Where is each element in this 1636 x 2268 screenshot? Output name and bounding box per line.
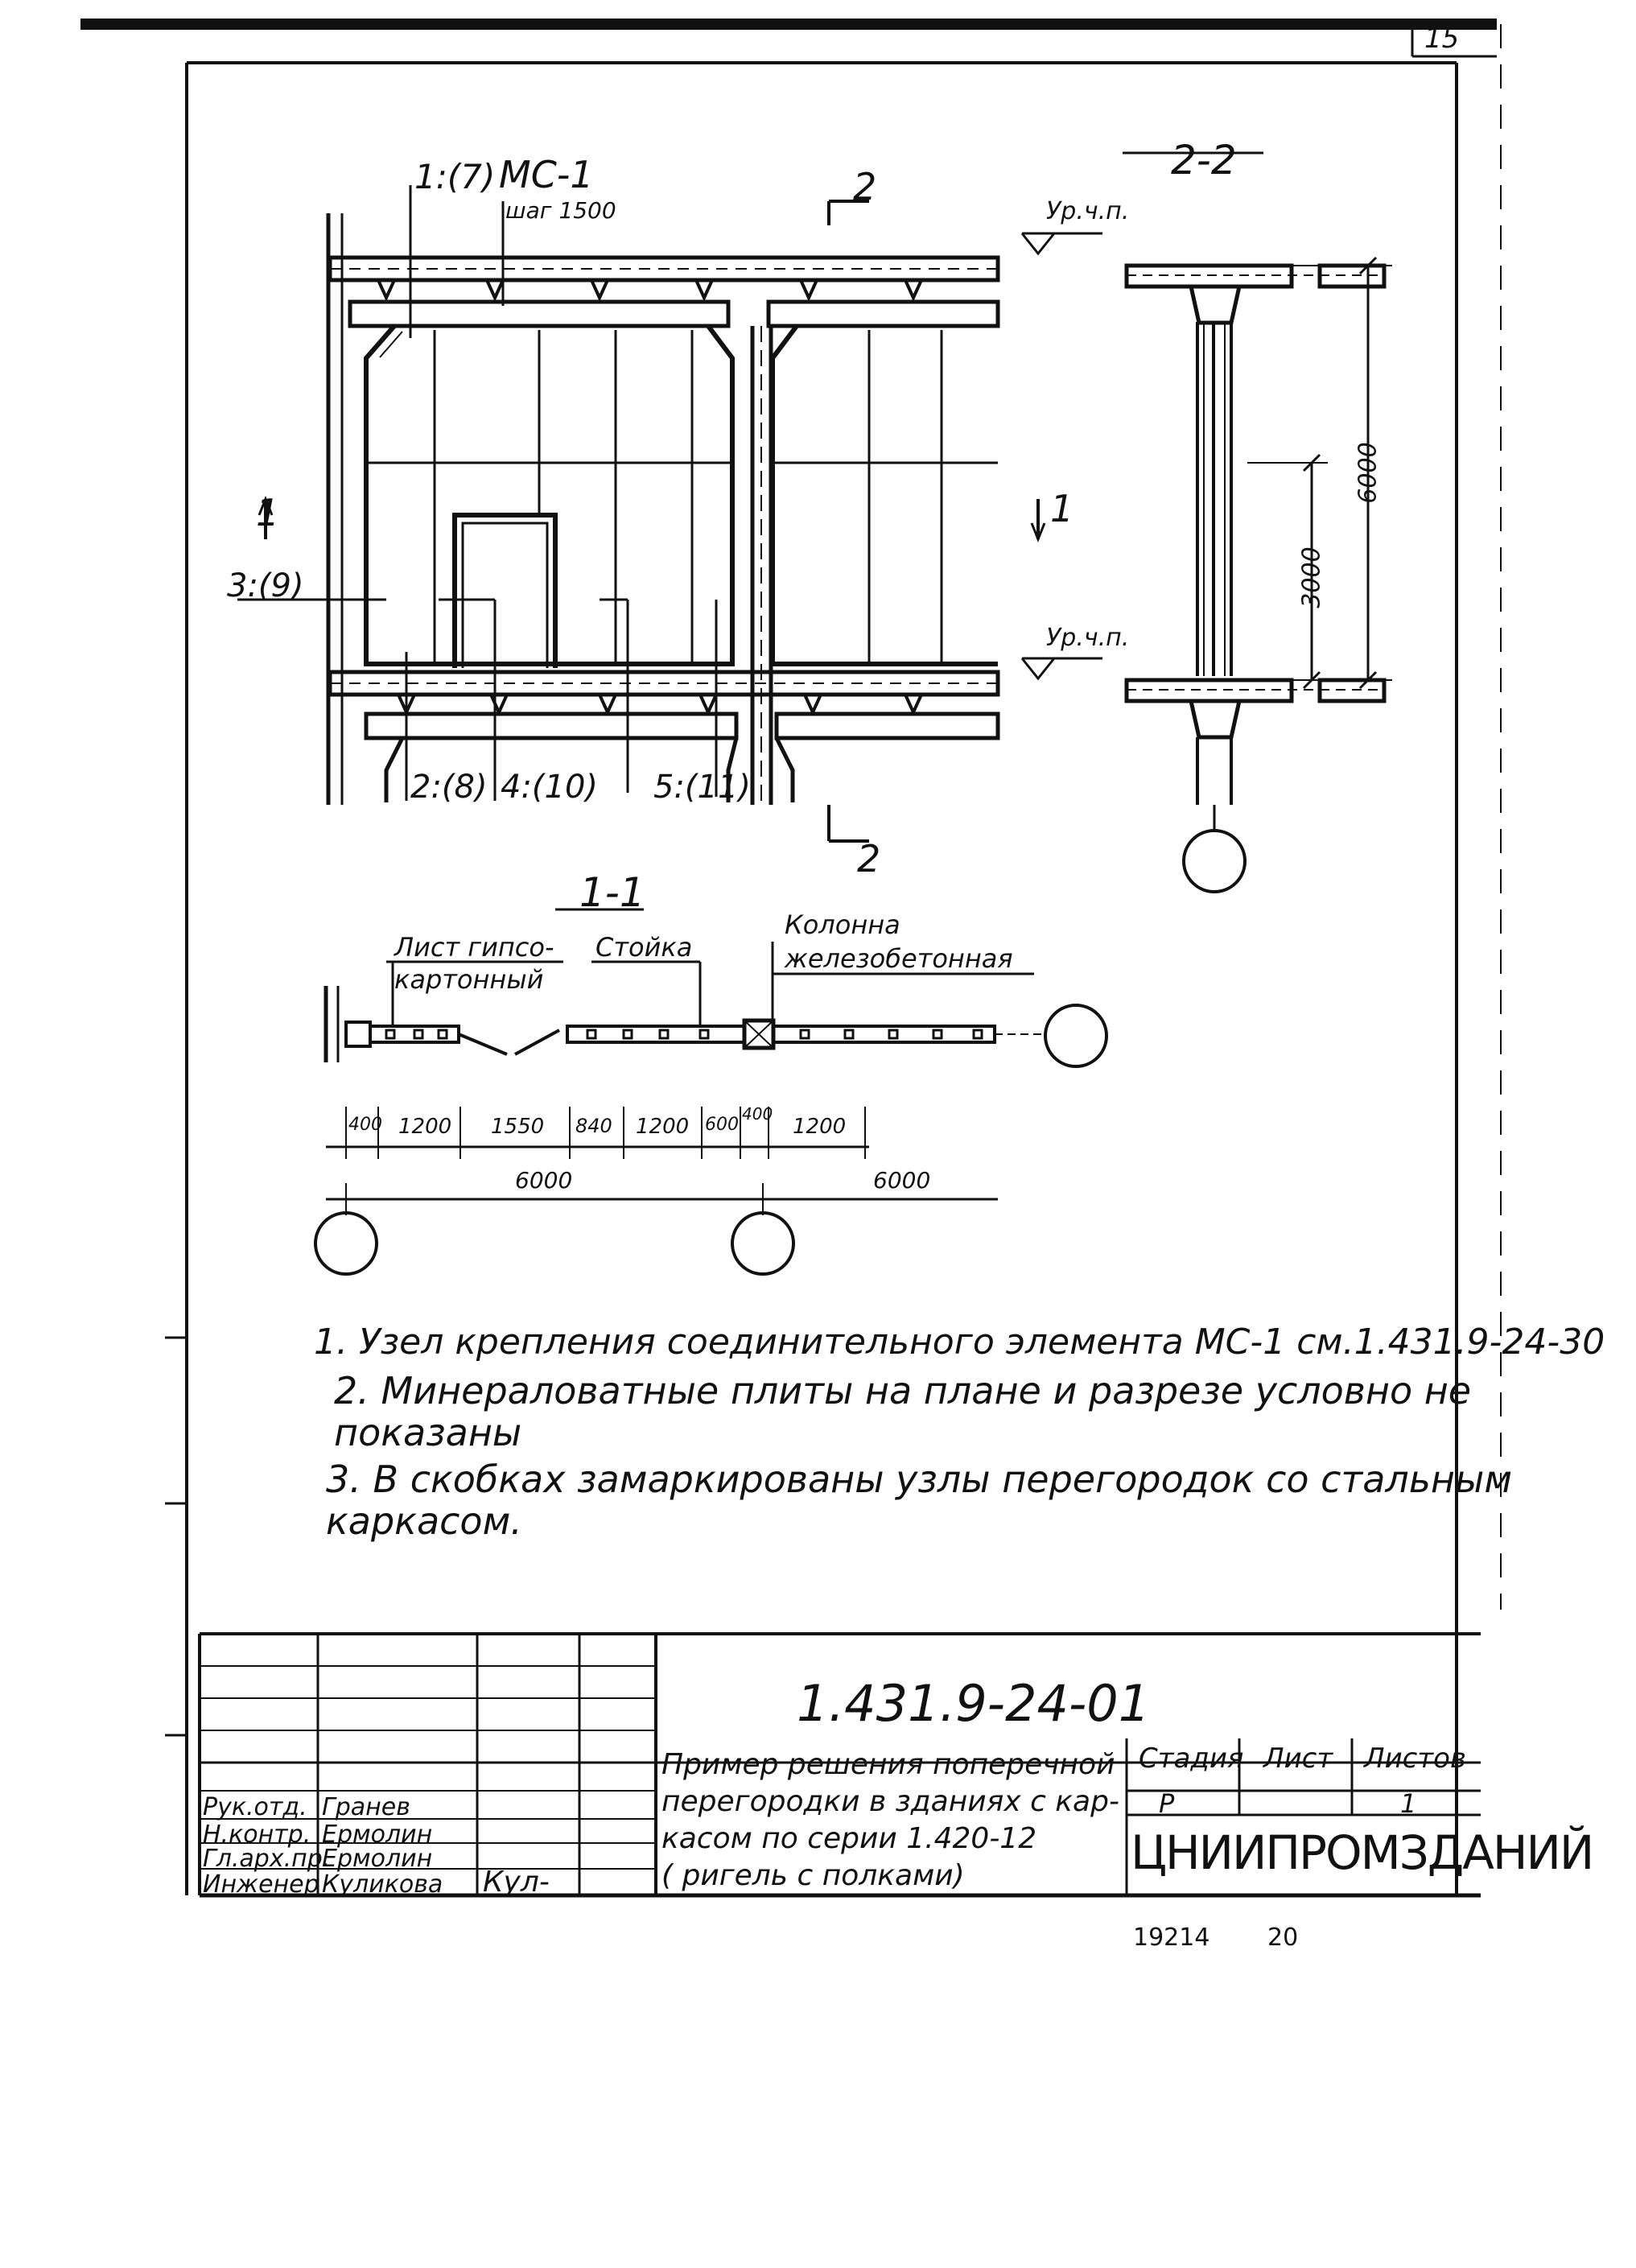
name-label-3: Ермолин (322, 1845, 433, 1873)
description-line-4: ( ригель с полками) (661, 1859, 965, 1892)
column-label-line2: железобетонная (785, 943, 1013, 974)
description-line-1: Пример решения поперечной (661, 1748, 1115, 1781)
inventory-number: 19214 (1133, 1924, 1210, 1952)
mc1-step-label: шаг 1500 (505, 197, 616, 224)
name-label-2: Ермолин (322, 1821, 433, 1849)
description-line-2: перегородки в зданиях с кар- (661, 1785, 1119, 1818)
gypsum-label-line1: Лист гипсо- (394, 932, 554, 963)
document-code: 1.431.9-24-01 (797, 1674, 1151, 1733)
signature-4: Кул- (483, 1866, 550, 1899)
mc1-label: MC-1 (499, 153, 594, 196)
dim-1200-a: 1200 (398, 1115, 452, 1139)
description-line-3: касом по серии 1.420-12 (661, 1822, 1037, 1855)
name-label-4: Куликова (322, 1870, 443, 1899)
stage-value: Р (1159, 1788, 1175, 1819)
node-label-2: 2:(8) (410, 769, 488, 806)
dim-1200-b: 1200 (636, 1115, 690, 1139)
dim-6000-left: 6000 (515, 1167, 573, 1194)
dim-6000-right: 6000 (873, 1167, 931, 1194)
cut-label-2-bottom: 2 (857, 837, 881, 880)
dim-6000-vertical: 6000 (1354, 442, 1383, 504)
sheets-header: Листов (1364, 1742, 1467, 1775)
dim-600: 600 (705, 1115, 739, 1135)
floor-level-top: Ур.ч.п. (1046, 197, 1130, 225)
dim-400-a: 400 (348, 1115, 382, 1135)
dim-840: 840 (575, 1115, 612, 1137)
organization-name: ЦНИИПРОМЗДАНИЙ (1131, 1825, 1593, 1880)
dim-400-b: 400 (742, 1104, 773, 1124)
floor-level-bottom: Ур.ч.п. (1046, 624, 1130, 652)
cut-label-2-top: 2 (853, 165, 877, 208)
node-label-5: 5:(11) (653, 769, 752, 806)
name-label-1: Гранев (322, 1793, 410, 1821)
sheet-number: 15 (1424, 23, 1460, 55)
section-2-2-title: 2-2 (1171, 137, 1237, 184)
dim-1550: 1550 (491, 1115, 545, 1139)
note-2: 2. Минераловатные плиты на плане и разрезе условно не (334, 1369, 1472, 1412)
format-number: 20 (1267, 1924, 1299, 1952)
sheets-value: 1 (1400, 1788, 1417, 1819)
post-label: Стойка (595, 932, 693, 963)
sheet-header: Лист (1263, 1742, 1333, 1775)
dim-1200-c: 1200 (793, 1115, 847, 1139)
role-label-2: Н.контр. (203, 1821, 311, 1849)
stage-header: Стадия (1139, 1742, 1244, 1775)
node-label-1: 1:(7) (414, 157, 496, 196)
cut-label-1-left: 1 (256, 491, 280, 534)
note-2-cont: показаны (334, 1411, 522, 1454)
dim-3000-vertical: 3000 (1297, 546, 1326, 608)
note-1: 1. Узел крепления соединительного элемента МС-1 см.1.431.9-24-30 (314, 1322, 1605, 1363)
role-label-4: Инженер (203, 1870, 319, 1899)
section-1-1-title: 1-1 (579, 869, 645, 916)
gypsum-label-line2: картонный (394, 964, 544, 995)
role-label-3: Гл.арх.пр. (203, 1845, 331, 1873)
section-2-2-view (1123, 153, 1392, 892)
column-label-line1: Колонна (785, 909, 900, 940)
elevation-view (237, 185, 1102, 841)
node-label-3: 3:(9) (227, 567, 304, 604)
node-label-4: 4:(10) (501, 769, 599, 806)
role-label-1: Рук.отд. (203, 1793, 307, 1821)
note-3-cont: каркасом. (326, 1499, 522, 1543)
cut-label-1-right: 1 (1050, 487, 1074, 530)
note-3: 3. В скобках замаркированы узлы перегородок со стальным (326, 1458, 1513, 1501)
